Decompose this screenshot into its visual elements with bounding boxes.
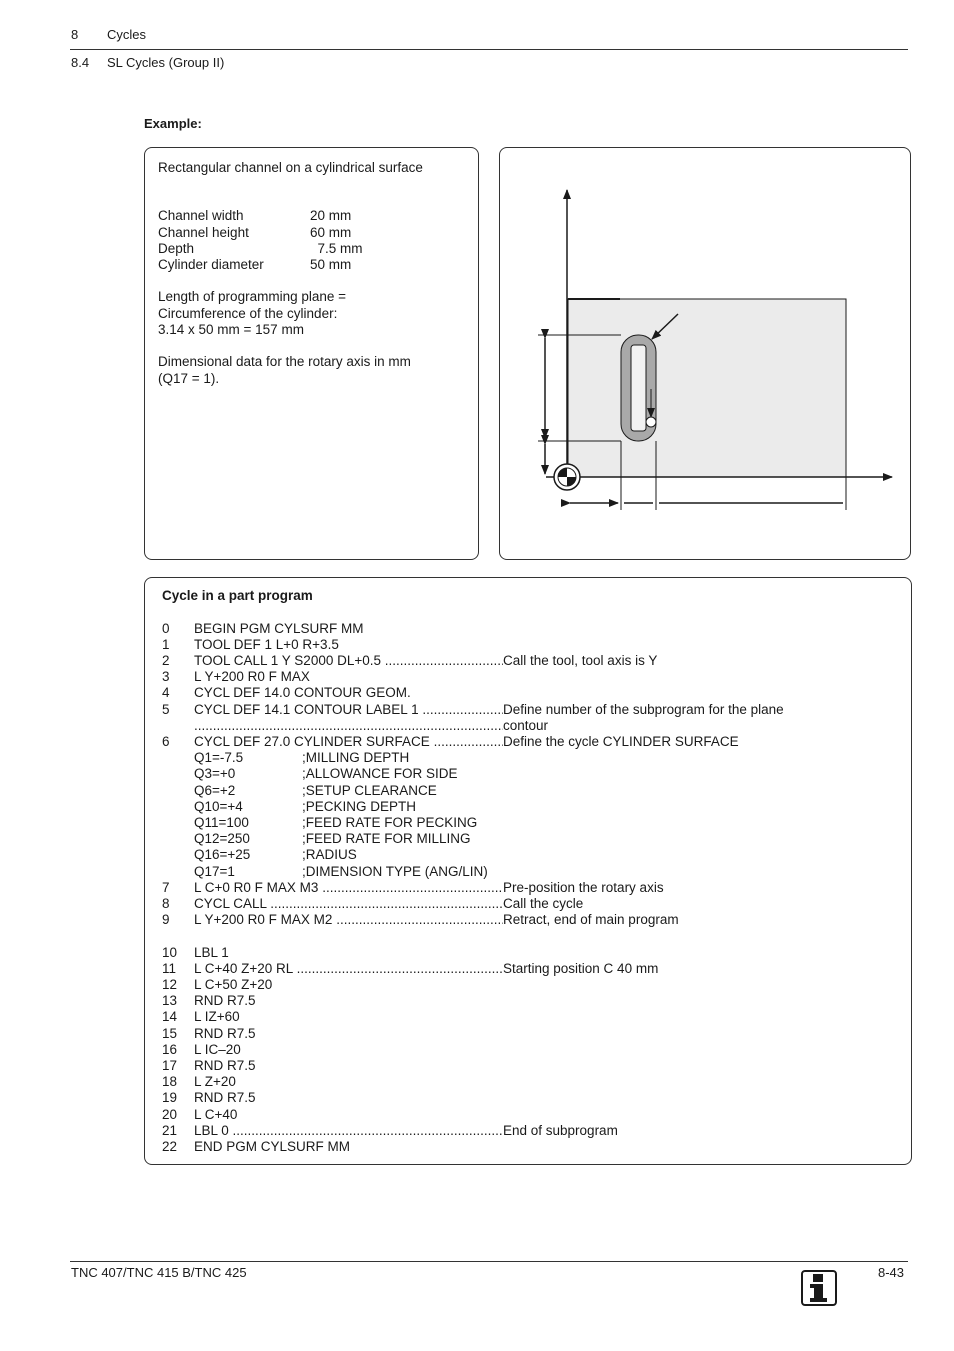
dimension-value: 7.5 mm [310, 240, 363, 256]
program-title: Cycle in a part program [162, 588, 313, 603]
line-number: 16 [162, 1041, 178, 1057]
line-number [162, 831, 194, 847]
footer-model-text: TNC 407/TNC 415 B/TNC 425 [71, 1265, 247, 1280]
nc-code-text: L IC–20 [194, 1041, 241, 1057]
parameter-name: Q16=+25 [194, 847, 251, 863]
rotary-axis-line: Dimensional data for the rotary axis in mm [158, 354, 411, 370]
nc-code [194, 945, 503, 961]
program-line [162, 653, 911, 669]
drawing-box [499, 147, 911, 560]
nc-code [194, 1042, 503, 1058]
nc-code [194, 1026, 503, 1042]
nc-code-text: RND R7.5 [194, 1058, 256, 1074]
parameter-comment: ;FEED RATE FOR MILLING [302, 831, 471, 847]
program-line [162, 815, 911, 831]
nc-code [194, 961, 503, 977]
line-comment: Starting position C 40 mm [503, 960, 659, 976]
program-line [162, 896, 911, 912]
cycle-parameter [194, 766, 503, 782]
line-number: 1 [162, 636, 170, 652]
nc-code [194, 1074, 503, 1090]
nc-code [194, 734, 503, 750]
chapter-number: 8 [71, 27, 79, 42]
section-number: 8.4 [71, 55, 90, 70]
rotary-axis-text [158, 354, 478, 387]
line-number: 19 [162, 1090, 178, 1106]
line-number: 18 [162, 1074, 178, 1090]
line-number: 21 [162, 1122, 178, 1138]
program-listing [162, 621, 911, 1156]
nc-code-text: L C+40 Z+20 RL [194, 960, 293, 976]
program-line [162, 783, 911, 799]
line-number: 4 [162, 685, 170, 701]
nc-code-text: CYCL DEF 14.0 CONTOUR GEOM. [194, 685, 411, 701]
nc-code-text: END PGM CYLSURF MM [194, 1139, 351, 1155]
page-number: 8-43 [878, 1265, 905, 1280]
cycle-parameter [194, 864, 503, 880]
dimension-label: Cylinder diameter [158, 257, 264, 273]
parameter-name: Q6=+2 [194, 782, 236, 798]
dimension-value: 50 mm [310, 257, 352, 273]
info-icon [801, 1270, 837, 1306]
cycle-parameter [194, 783, 503, 799]
footer-rule [70, 1261, 908, 1262]
chapter-header [71, 27, 146, 42]
plane-length-text [158, 289, 478, 338]
line-number [162, 864, 194, 880]
chapter-title: Cycles [107, 27, 147, 42]
program-line [162, 799, 911, 815]
line-number: 8 [162, 896, 170, 912]
program-line [162, 880, 911, 896]
nc-code-text: TOOL DEF 1 L+0 R+3.5 [194, 636, 339, 652]
plane-length-line: Length of programming plane = [158, 289, 346, 305]
nc-code-text: CYCL DEF 14.1 CONTOUR LABEL 1 [194, 701, 419, 717]
nc-code [194, 977, 503, 993]
nc-code [194, 621, 503, 637]
nc-code-text: L C+40 [194, 1106, 238, 1122]
header-rule [70, 49, 908, 50]
program-line [162, 1058, 911, 1074]
program-line [162, 718, 911, 734]
parameter-name: Q3=+0 [194, 766, 236, 782]
line-number: 0 [162, 620, 170, 636]
dimension-list [158, 208, 478, 273]
line-number: 10 [162, 944, 178, 960]
line-number: 12 [162, 977, 178, 993]
rotary-axis-line: (Q17 = 1). [158, 370, 220, 386]
program-line [162, 702, 911, 718]
line-number: 7 [162, 879, 170, 895]
nc-code [194, 1107, 503, 1123]
line-number: 17 [162, 1058, 178, 1074]
nc-code-text: RND R7.5 [194, 1090, 256, 1106]
program-line [162, 977, 911, 993]
nc-code [194, 1123, 503, 1139]
line-comment: Define the cycle CYLINDER SURFACE [503, 734, 739, 750]
nc-code-text: CYCL CALL [194, 896, 267, 912]
nc-code [194, 1058, 503, 1074]
nc-code [194, 702, 503, 718]
program-line [162, 1139, 911, 1155]
line-number [162, 766, 194, 782]
dimension-row [158, 257, 478, 273]
start-point-marker [646, 417, 656, 427]
program-line [162, 1009, 911, 1025]
line-number: 14 [162, 1009, 178, 1025]
nc-code-text: L Z+20 [194, 1074, 236, 1090]
program-line [162, 912, 911, 928]
description-box [144, 147, 479, 560]
program-line [162, 1026, 911, 1042]
cycle-parameter [194, 847, 503, 863]
nc-code [194, 1139, 503, 1155]
program-line [162, 685, 911, 701]
line-number: 3 [162, 669, 170, 685]
nc-code-text: RND R7.5 [194, 1025, 256, 1041]
parameter-name: Q12=250 [194, 831, 250, 847]
line-number: 5 [162, 701, 170, 717]
program-line [162, 750, 911, 766]
nc-code-text: L C+0 R0 F MAX M3 [194, 879, 319, 895]
plane-length-line: Circumference of the cylinder: [158, 305, 338, 321]
nc-code [194, 1009, 503, 1025]
section-header [71, 55, 224, 70]
nc-code-text: L Y+200 R0 F MAX M2 [194, 912, 333, 928]
nc-code [194, 993, 503, 1009]
nc-code-text: BEGIN PGM CYLSURF MM [194, 620, 364, 636]
nc-code-text: L Y+200 R0 F MAX [194, 669, 310, 685]
dimension-row [158, 241, 478, 257]
nc-code-text: LBL 1 [194, 944, 229, 960]
nc-code [194, 718, 503, 734]
parameter-name: Q10=+4 [194, 798, 243, 814]
program-line [162, 961, 911, 977]
description-title: Rectangular channel on a cylindrical surface [158, 160, 423, 175]
line-number: 20 [162, 1106, 178, 1122]
program-line [162, 1123, 911, 1139]
section-title: SL Cycles (Group II) [107, 55, 225, 70]
line-comment: Define number of the subprogram for the plane [503, 701, 784, 717]
line-number [162, 847, 194, 863]
program-line [162, 1107, 911, 1123]
program-line [162, 1090, 911, 1106]
line-number [162, 718, 194, 734]
line-number: 13 [162, 993, 178, 1009]
program-line [162, 993, 911, 1009]
nc-code [194, 1090, 503, 1106]
dimension-row [158, 208, 478, 224]
program-line [162, 621, 911, 637]
nc-code [194, 880, 503, 896]
nc-code-text: CYCL DEF 27.0 CYLINDER SURFACE [194, 734, 430, 750]
nc-code-text: L C+50 Z+20 [194, 977, 273, 993]
parameter-comment: ;SETUP CLEARANCE [302, 782, 437, 798]
program-line [162, 669, 911, 685]
dimension-value: 20 mm [310, 208, 352, 224]
parameter-comment: ;MILLING DEPTH [302, 750, 410, 766]
line-number [162, 815, 194, 831]
parameter-name: Q1=-7.5 [194, 750, 244, 766]
line-comment: End of subprogram [503, 1122, 618, 1138]
nc-code-text: TOOL CALL 1 Y S2000 DL+0.5 [194, 653, 382, 668]
program-line [162, 864, 911, 880]
nc-code [194, 637, 503, 653]
line-number: 2 [162, 653, 170, 668]
parameter-comment: ;ALLOWANCE FOR SIDE [302, 766, 458, 782]
parameter-name: Q17=1 [194, 863, 235, 879]
nc-code [194, 685, 503, 701]
line-comment: Retract, end of main program [503, 912, 679, 928]
line-comment: Call the tool, tool axis is Y [503, 653, 658, 668]
program-line [162, 945, 911, 961]
program-line [162, 1042, 911, 1058]
nc-code-text: L IZ+60 [194, 1009, 240, 1025]
line-number: 22 [162, 1139, 178, 1155]
line-comment: Call the cycle [503, 896, 584, 912]
parameter-comment: ;PECKING DEPTH [302, 798, 417, 814]
program-line [162, 1074, 911, 1090]
line-comment: contour [503, 717, 549, 733]
nc-code [194, 896, 503, 912]
program-line [162, 847, 911, 863]
dimension-label: Depth [158, 240, 195, 256]
program-line [162, 734, 911, 750]
channel-drawing [500, 148, 912, 561]
line-number: 6 [162, 734, 170, 750]
example-label: Example: [144, 116, 202, 131]
programming-plane [568, 299, 846, 477]
cycle-parameter [194, 815, 503, 831]
program-line [162, 766, 911, 782]
cycle-parameter [194, 750, 503, 766]
nc-code-text: LBL 0 [194, 1122, 229, 1138]
line-number [162, 750, 194, 766]
cycle-parameter [194, 831, 503, 847]
line-number [162, 799, 194, 815]
program-line [162, 637, 911, 653]
cycle-parameter [194, 799, 503, 815]
line-number: 9 [162, 912, 170, 928]
line-number: 11 [162, 960, 177, 976]
parameter-name: Q11=100 [194, 815, 249, 831]
nc-code [194, 669, 503, 685]
dimension-value: 60 mm [310, 224, 352, 240]
parameter-comment: ;DIMENSION TYPE (ANG/LIN) [302, 863, 488, 879]
parameter-comment: ;RADIUS [302, 847, 357, 863]
nc-code [194, 912, 503, 928]
program-line [162, 831, 911, 847]
nc-code [194, 653, 503, 669]
dimension-label: Channel height [158, 224, 249, 240]
program-blank-line [162, 928, 911, 944]
dimension-label: Channel width [158, 208, 244, 224]
line-number [162, 783, 194, 799]
dimension-row [158, 225, 478, 241]
parameter-comment: ;FEED RATE FOR PECKING [302, 815, 478, 831]
nc-code-text: RND R7.5 [194, 993, 256, 1009]
line-number: 15 [162, 1025, 178, 1041]
plane-length-line: 3.14 x 50 mm = 157 mm [158, 322, 304, 338]
line-comment: Pre-position the rotary axis [503, 879, 664, 895]
program-box [144, 577, 912, 1165]
slot-center-path [631, 345, 646, 431]
